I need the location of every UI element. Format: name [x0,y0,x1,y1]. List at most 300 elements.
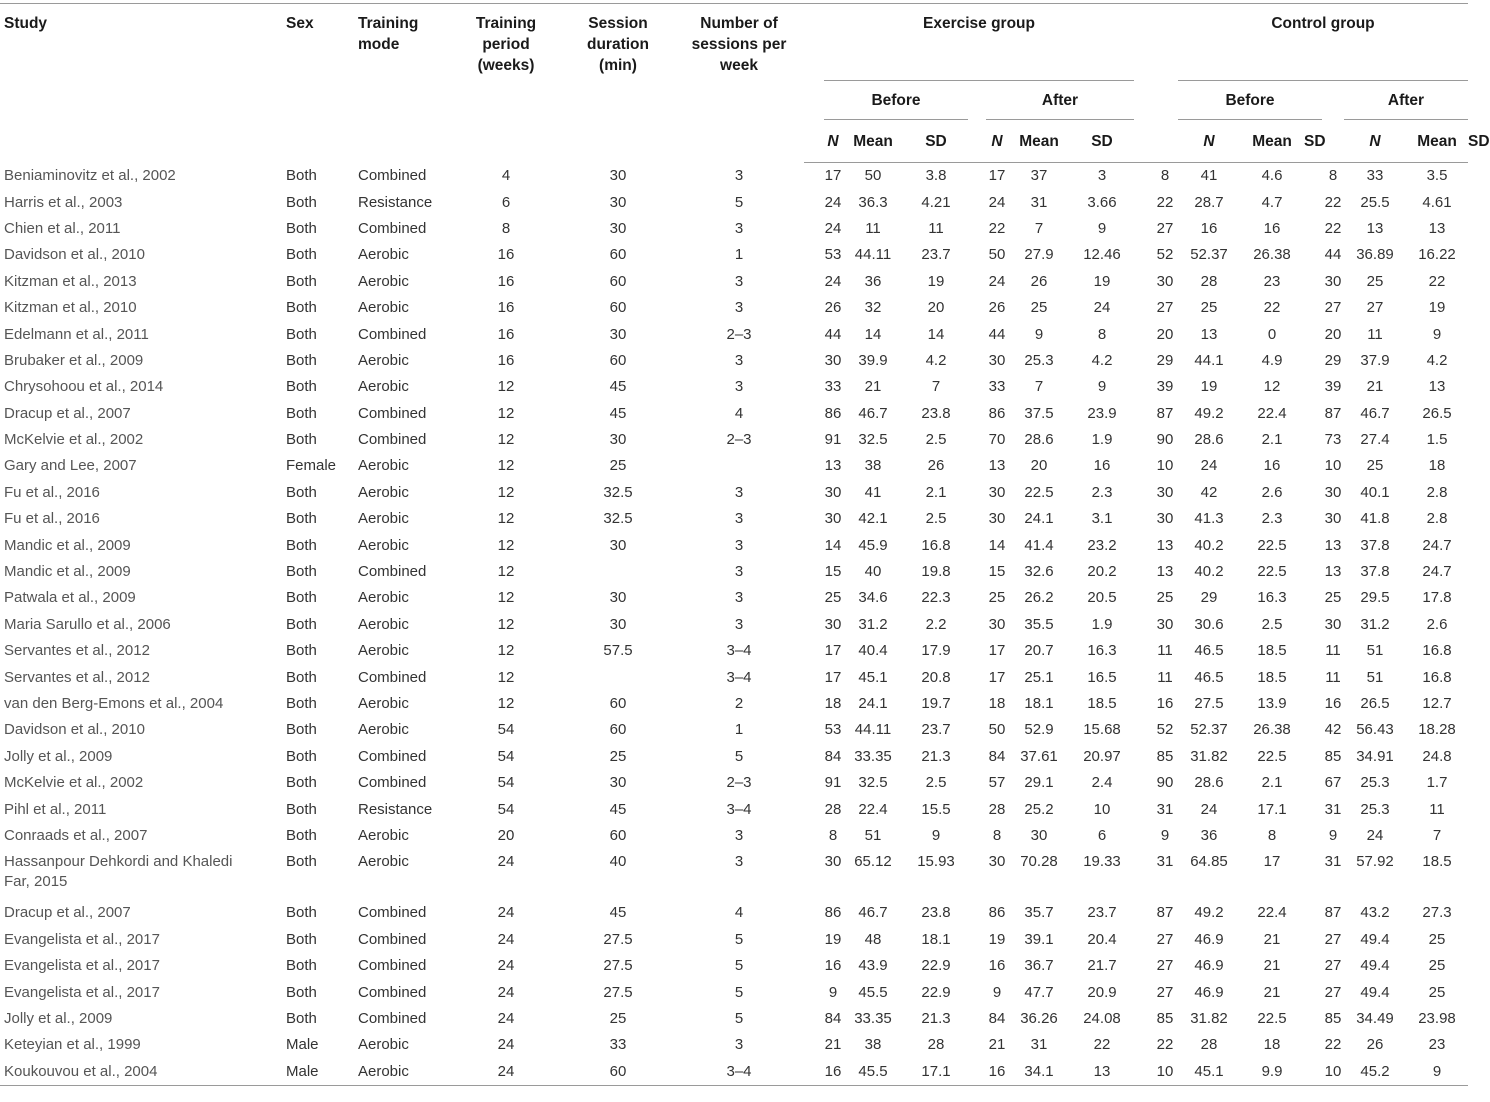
cell-control-before-sd: 8 [1267,826,1277,844]
cell-control-after-n: 67 [1324,774,1342,792]
table-row [0,744,1468,770]
header-session-duration-text: Session duration (min) [587,15,649,74]
cell-training-mode: Combined [358,983,427,1001]
cell-training-mode: Aerobic [358,536,409,554]
header-exercise-group: Exercise group [824,4,1134,81]
header-sd: SD [1070,120,1134,163]
table-row [0,717,1468,743]
cell-sex: Both [286,510,317,528]
cell-exercise-before-n: 44 [824,325,842,343]
cell-exercise-before-sd: 17.1 [904,1059,968,1086]
cell-exercise-before-n: 84 [824,747,842,765]
cell-exercise-after-sd: 3.1 [1091,510,1113,528]
cell-control-before-mean: 16 [1200,219,1218,237]
table-row [0,559,1468,585]
cell-control-after-n: 27 [1324,957,1342,975]
cell-sessions-per-week: 3 [734,615,744,633]
cell-study: Patwala et al., 2009 [4,589,136,607]
cell-exercise-before-n: 21 [824,1036,842,1054]
cell-exercise-before-n: 30 [824,853,842,871]
cell-training-mode: Aerobic [358,826,409,844]
cell-exercise-before-sd: 20.8 [921,668,951,686]
cell-control-after-n: 13 [1324,563,1342,581]
cell-exercise-after-sd: 21.7 [1087,957,1117,975]
table-row [0,1006,1468,1032]
table-row [0,849,1468,900]
cell-training-period: 54 [497,774,515,792]
cell-exercise-before-sd: 23.7 [921,246,951,264]
cell-exercise-after-sd: 16 [1093,457,1111,475]
cell-exercise-before-sd: 2.5 [925,431,947,449]
cell-sex: Both [286,826,317,844]
cell-control-after-n: 87 [1324,404,1342,422]
cell-control-after-n: 29 [1324,351,1342,369]
cell-control-before-mean: 31.82 [1190,1009,1228,1027]
table-row [0,585,1468,611]
cell-control-before-sd: 22 [1263,299,1281,317]
cell-sex: Both [286,721,317,739]
cell-training-mode: Aerobic [358,299,409,317]
cell-session-duration: 27.5 [603,983,633,1001]
cell-control-after-mean: 49.4 [1360,983,1390,1001]
cell-session-duration: 27.5 [603,957,633,975]
cell-exercise-before-n: 86 [824,904,842,922]
cell-exercise-after-sd: 9 [1097,378,1107,396]
cell-training-mode: Aerobic [358,695,409,712]
cell-control-before-n: 22 [1156,1036,1174,1054]
table-row [0,1059,1468,1086]
cell-exercise-before-n: 30 [824,351,842,369]
cell-control-after-mean: 13 [1366,219,1384,237]
cell-control-before-mean: 64.85 [1190,853,1228,871]
cell-control-after-mean: 51 [1366,642,1384,660]
cell-control-before-mean: 42 [1200,483,1218,501]
table-row [0,638,1468,664]
cell-exercise-after-sd: 23.9 [1087,404,1117,422]
cell-sex: Both [286,853,317,871]
cell-study: Harris et al., 2003 [4,193,123,211]
cell-sex: Male [282,1059,354,1086]
cell-training-mode: Combined [358,774,427,792]
header-n [1344,120,1406,163]
cell-control-after-n: 27 [1324,299,1342,317]
cell-exercise-after-sd: 1.9 [1091,431,1113,449]
cell-training-mode: Aerobic [358,378,409,396]
cell-control-before-n: 30 [1156,615,1174,633]
cell-control-before-mean: 28.7 [1194,193,1224,211]
cell-sessions-per-week: 1 [734,246,744,264]
cell-control-after-sd: 18.28 [1418,721,1456,739]
header-training-mode [354,4,450,163]
cell-control-before-n: 27 [1156,219,1174,237]
cell-control-after-sd: 7 [1432,826,1442,844]
cell-exercise-after-n: 17 [988,167,1006,185]
cell-control-before-n: 30 [1156,483,1174,501]
cell-exercise-before-n: 17 [824,668,842,686]
cell-control-before-sd: 22.5 [1257,536,1287,554]
cell-study: Mandic et al., 2009 [4,536,131,554]
cell-control-after-n: 22 [1324,219,1342,237]
cell-exercise-before-mean: 45.5 [858,983,888,1001]
cell-exercise-after-mean: 25 [1030,299,1048,317]
cell-exercise-after-sd: 10 [1093,800,1111,818]
cell-control-after-n: 10 [1322,1059,1344,1086]
cell-control-after-n: 22 [1324,193,1342,211]
table-row [0,163,1468,190]
cell-session-duration: 45 [609,378,627,396]
cell-control-before-sd: 2.5 [1261,615,1283,633]
cell-control-after-mean: 49.4 [1360,957,1390,975]
cell-study: Hassanpour Dehkordi and Khaledi Far, 2015 [4,853,233,891]
cell-exercise-after-mean: 32.6 [1024,563,1054,581]
cell-study: Edelmann et al., 2011 [4,325,149,343]
cell-control-after-mean: 25 [1366,457,1384,475]
cell-control-before-mean: 40.2 [1194,536,1224,554]
cell-exercise-after-sd: 24 [1093,299,1111,317]
cell-exercise-after-mean: 37.61 [1020,747,1058,765]
cell-control-after-mean: 25.5 [1360,193,1390,211]
cell-sessions-per-week: 2 [734,695,744,712]
cell-control-before-mean: 13 [1200,325,1218,343]
cell-control-before-sd: 16 [1263,219,1281,237]
cell-sex: Both [286,695,317,712]
cell-exercise-after-sd: 19 [1093,272,1111,290]
cell-session-duration [562,559,674,585]
cell-exercise-before-n: 18 [824,695,842,712]
cell-exercise-after-n: 50 [988,246,1006,264]
cell-exercise-before-sd: 26 [927,457,945,475]
cell-exercise-before-sd: 15.5 [921,800,951,818]
header-n [986,120,1008,163]
table-body [0,163,1468,1086]
cell-exercise-before-sd: 22.3 [921,589,951,607]
cell-sex: Both [286,246,317,264]
cell-exercise-before-n: 13 [824,457,842,475]
cell-exercise-after-n: 16 [988,957,1006,975]
cell-exercise-before-sd: 23.7 [921,721,951,739]
cell-control-after-mean: 11 [1367,325,1383,343]
cell-control-after-sd: 23 [1428,1036,1446,1054]
cell-training-period: 54 [497,800,515,818]
cell-study: Fu et al., 2016 [4,483,100,501]
table-container [0,3,1490,1086]
cell-training-mode: Combined [358,431,427,449]
cell-study: Chien et al., 2011 [4,219,121,237]
cell-control-after-sd: 25 [1428,930,1446,948]
cell-training-mode: Aerobic [358,721,409,739]
cell-control-after-mean: 31.2 [1360,615,1390,633]
cell-control-before-mean: 52.37 [1190,246,1228,264]
header-mean: Mean [1406,120,1468,163]
cell-exercise-after-sd: 15.68 [1083,721,1121,739]
cell-session-duration: 60 [609,826,627,844]
cell-exercise-after-sd: 6 [1097,826,1107,844]
cell-sex: Both [286,774,317,792]
cell-control-after-sd: 24.7 [1422,563,1452,581]
cell-exercise-after-sd: 16.5 [1087,668,1117,686]
cell-sex: Both [286,930,317,948]
cell-control-after-sd: 24.7 [1422,536,1452,554]
cell-control-after-mean: 27.4 [1360,431,1390,449]
cell-control-before-sd: 12 [1263,378,1281,396]
cell-sex: Both [286,983,317,1001]
cell-control-after-sd: 18.5 [1422,853,1452,871]
cell-exercise-after-sd: 22 [1093,1036,1111,1054]
cell-control-before-sd: 26.38 [1253,246,1291,264]
cell-sessions-per-week: 5 [734,193,744,211]
cell-exercise-before-mean: 65.12 [854,853,892,871]
cell-sessions-per-week: 4 [734,904,744,922]
cell-sex: Both [286,589,317,607]
cell-exercise-before-mean: 33.35 [854,1009,892,1027]
cell-exercise-after-mean: 27.9 [1024,246,1054,264]
cell-sessions-per-week: 5 [734,747,744,765]
cell-training-period: 24 [497,930,515,948]
cell-training-mode: Aerobic [354,1059,450,1086]
cell-control-after-sd: 9 [1406,1059,1468,1086]
cell-control-after-n: 30 [1324,483,1342,501]
cell-control-before-mean: 46.9 [1194,957,1224,975]
cell-control-before-mean: 31.82 [1190,747,1228,765]
cell-study: Fu et al., 2016 [4,510,100,528]
cell-control-before-n: 22 [1156,193,1174,211]
cell-sex: Both [286,378,317,396]
cell-exercise-before-n: 24 [824,193,842,211]
cell-exercise-before-mean: 45.1 [858,668,888,686]
cell-control-before-n: 30 [1156,510,1174,528]
cell-training-mode: Combined [358,219,427,237]
cell-sessions-per-week: 1 [734,721,744,739]
cell-exercise-after-n: 16 [986,1059,1008,1086]
cell-control-before-mean: 28 [1200,1036,1218,1054]
cell-sessions-per-week: 3–4 [726,668,752,686]
cell-control-after-mean: 43.2 [1360,904,1390,922]
cell-control-after-n: 87 [1324,904,1342,922]
cell-control-before-mean: 41 [1200,167,1218,185]
cell-exercise-after-sd: 20.2 [1087,563,1117,581]
cell-sessions-per-week: 3 [734,589,744,607]
cell-control-before-mean: 40.2 [1194,563,1224,581]
cell-training-mode: Aerobic [358,457,409,475]
cell-training-period: 12 [497,431,515,449]
cell-sessions-per-week: 3 [734,853,744,871]
cell-control-before-n: 52 [1156,246,1174,264]
cell-control-after-sd: 13 [1428,219,1446,237]
cell-study: Pihl et al., 2011 [4,800,107,818]
cell-session-duration: 60 [609,272,627,290]
cell-exercise-after-mean: 25.1 [1024,668,1054,686]
cell-control-after-n: 20 [1324,325,1342,343]
cell-exercise-after-sd: 16.3 [1087,642,1117,660]
cell-control-before-n: 20 [1156,325,1174,343]
cell-control-before-sd: 21 [1263,983,1281,1001]
cell-control-after-sd: 4.2 [1426,351,1448,369]
cell-exercise-after-mean: 37.5 [1024,404,1054,422]
cell-sex: Both [286,536,317,554]
cell-exercise-before-n: 25 [824,589,842,607]
cell-control-after-mean: 41.8 [1360,510,1390,528]
cell-sex: Both [286,642,317,660]
cell-exercise-before-mean: 45.9 [858,536,888,554]
cell-exercise-after-mean: 36.26 [1020,1009,1058,1027]
cell-sessions-per-week: 3 [734,563,744,581]
cell-control-after-n: 85 [1324,747,1342,765]
cell-control-before-n: 11 [1157,642,1173,660]
cell-exercise-after-n: 9 [992,983,1002,1001]
table-row [0,664,1468,690]
cell-control-after-mean: 26 [1366,1036,1384,1054]
cell-control-before-sd: 0 [1267,325,1277,343]
cell-control-before-mean: 52.37 [1190,721,1228,739]
cell-exercise-before-mean: 45.5 [842,1059,904,1086]
cell-control-after-n: 31 [1324,800,1342,818]
cell-training-mode: Aerobic [358,642,409,660]
header-n-text: N [827,132,839,150]
table-row [0,189,1468,215]
cell-sessions-per-week: 5 [734,1009,744,1027]
cell-exercise-before-sd: 22.9 [921,957,951,975]
cell-exercise-before-mean: 32 [864,299,882,317]
cell-training-mode: Combined [358,325,427,343]
cell-exercise-before-mean: 44.11 [854,246,892,264]
cell-training-mode: Combined [358,563,427,581]
header-n [824,120,842,163]
cell-exercise-after-mean: 30 [1030,826,1048,844]
cell-control-before-sd: 16.3 [1257,589,1287,607]
cell-exercise-before-n: 84 [824,1009,842,1027]
cell-exercise-before-sd: 19 [927,272,945,290]
cell-control-after-mean: 25.3 [1360,800,1390,818]
cell-exercise-after-sd: 4.2 [1091,351,1113,369]
header-mean: Mean [1008,120,1070,163]
cell-sex: Both [286,219,317,237]
cell-control-after-mean: 26.5 [1360,695,1390,712]
cell-study: Koukouvou et al., 2004 [0,1059,282,1086]
cell-training-period: 24 [497,904,515,922]
cell-training-period: 24 [497,1009,515,1027]
cell-control-before-n: 90 [1156,774,1174,792]
cell-exercise-before-mean: 40 [864,563,882,581]
cell-training-mode: Combined [358,747,427,765]
cell-exercise-after-mean: 39.1 [1024,930,1054,948]
cell-exercise-after-n: 50 [988,721,1006,739]
header-sd: SD [904,120,968,163]
cell-training-period: 8 [501,219,511,237]
cell-training-mode: Combined [358,668,427,686]
cell-study: Keteyian et al., 1999 [4,1036,141,1054]
cell-control-before-sd: 2.3 [1261,510,1283,528]
cell-exercise-after-mean: 20 [1030,457,1048,475]
cell-exercise-before-mean: 14 [864,325,882,343]
cell-control-before-sd: 22.4 [1257,904,1287,922]
cell-exercise-after-mean: 26 [1030,272,1048,290]
cell-exercise-before-sd: 16.8 [921,536,951,554]
cell-exercise-before-n: 91 [824,774,842,792]
cell-control-after-sd: 13 [1428,378,1446,396]
table-row [0,216,1468,242]
header-sessions-per-week [674,4,804,163]
cell-control-before-n: 90 [1156,431,1174,449]
cell-exercise-before-mean: 36.3 [858,193,888,211]
cell-exercise-after-mean: 7 [1034,378,1044,396]
header-sessions-per-week-text: Number of sessions per week [691,15,787,74]
cell-control-before-n: 11 [1157,668,1173,686]
cell-control-before-sd: 23 [1263,272,1281,290]
cell-exercise-before-n: 30 [824,483,842,501]
cell-sex: Both [286,904,317,922]
cell-study: Conraads et al., 2007 [4,826,148,844]
cell-exercise-before-n: 9 [828,983,838,1001]
cell-control-before-n: 87 [1156,904,1174,922]
cell-exercise-after-n: 84 [988,747,1006,765]
cell-control-after-mean: 37.8 [1360,563,1390,581]
cell-control-before-sd: 4.7 [1261,193,1283,211]
cell-control-after-sd: 12.7 [1422,695,1452,712]
cell-control-after-n: 25 [1324,589,1342,607]
cell-exercise-after-sd: 18.5 [1087,695,1117,712]
cell-sessions-per-week: 3 [734,483,744,501]
cell-control-before-mean: 30.6 [1194,615,1224,633]
cell-control-after-n: 13 [1324,536,1342,554]
cell-exercise-after-sd: 20.5 [1087,589,1117,607]
header-study: Study [0,4,282,163]
cell-exercise-after-n: 13 [988,457,1006,475]
cell-sessions-per-week: 5 [734,957,744,975]
table-row [0,242,1468,268]
cell-sex: Both [286,351,317,369]
cell-exercise-before-mean: 36 [864,272,882,290]
cell-exercise-before-n: 26 [824,299,842,317]
cell-study: Brubaker et al., 2009 [4,351,144,369]
cell-training-period: 24 [497,957,515,975]
cell-control-after-sd: 25 [1428,983,1446,1001]
cell-session-duration [562,664,674,690]
cell-control-before-sd: 22.4 [1257,404,1287,422]
cell-control-after-mean: 33 [1366,167,1384,185]
cell-study: Jolly et al., 2009 [4,747,113,765]
cell-session-duration: 33 [609,1036,627,1054]
cell-control-after-sd: 2.6 [1426,615,1448,633]
cell-training-period: 12 [497,457,515,475]
cell-control-before-n: 87 [1156,404,1174,422]
cell-exercise-before-mean: 50 [864,167,882,185]
cell-training-mode: Aerobic [358,510,409,528]
cell-control-before-sd: 18.5 [1257,642,1287,660]
cell-sex: Both [286,800,317,818]
cell-exercise-after-n: 33 [988,378,1006,396]
cell-study: Servantes et al., 2012 [4,642,150,660]
cell-training-period: 12 [497,536,515,554]
cell-exercise-after-sd: 2.3 [1091,483,1113,501]
cell-exercise-after-mean: 70.28 [1020,853,1058,871]
cell-control-before-n: 10 [1152,1059,1178,1086]
cell-training-mode: Aerobic [358,853,409,871]
cell-training-mode: Combined [358,1009,427,1027]
cell-study: McKelvie et al., 2002 [4,774,144,792]
cell-control-before-n: 16 [1156,695,1174,712]
cell-control-after-mean: 46.7 [1360,404,1390,422]
cell-control-after-n: 42 [1324,721,1342,739]
cell-sessions-per-week [674,453,804,479]
cell-sex: Female [286,457,337,475]
cell-control-after-sd: 23.98 [1418,1009,1456,1027]
cell-exercise-after-mean: 31 [1030,1036,1048,1054]
table-row [0,295,1468,321]
cell-exercise-after-sd: 19.33 [1083,853,1121,871]
header-n-text: N [1203,132,1215,150]
cell-exercise-after-n: 84 [988,1009,1006,1027]
cell-control-after-n: 11 [1325,668,1341,686]
